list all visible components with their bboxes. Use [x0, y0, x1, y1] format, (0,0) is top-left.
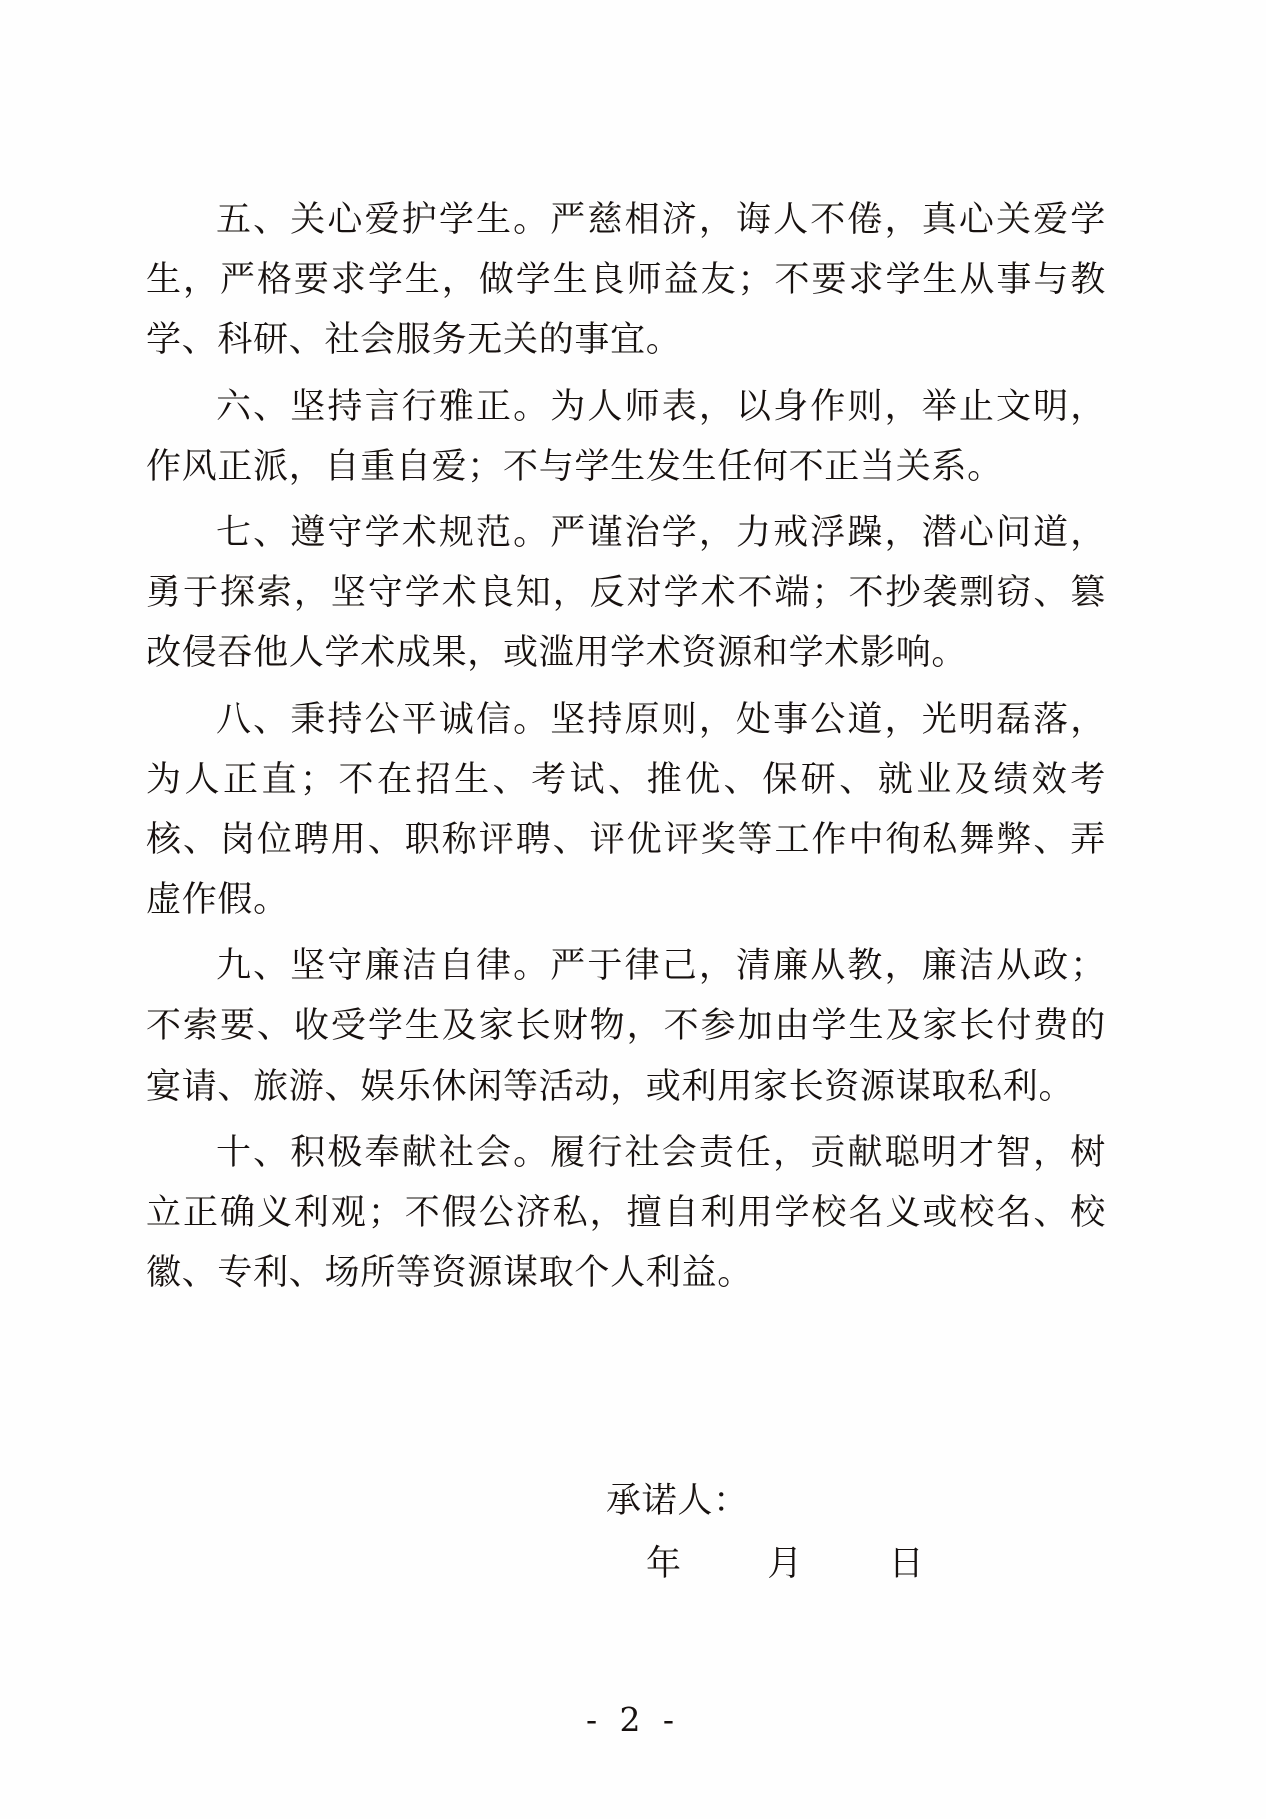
- page-number: - 2 -: [586, 1700, 680, 1739]
- signature-label: 承诺人：: [606, 1481, 749, 1521]
- date-day-label: 日: [888, 1544, 925, 1584]
- paragraph-nine: 九、坚守廉洁自律。严于律己，清廉从教，廉洁从政；不索要、收受学生及家长财物，不参加由学生及家长付费的宴请、旅游、娱乐休闲等活动，或利用家长资源谋取私利。: [146, 946, 1106, 1107]
- date-month-label: 月: [767, 1544, 804, 1584]
- document-body: [146, 190, 1106, 1309]
- paragraph-six: 六、坚持言行雅正。为人师表，以身作则，举止文明，作风正派，自重自爱；不与学生发生任何不正当关系。: [146, 386, 1106, 487]
- date-year-label: 年: [646, 1544, 682, 1584]
- paragraph-seven: 七、遵守学术规范。严谨治学，力戒浮躁，潜心问道，勇于探索，坚守学术良知，反对学术不端；不抄袭剽窃、篡改侵吞他人学术成果，或滥用学术资源和学术影响。: [146, 512, 1106, 674]
- paragraph-ten: 十、积极奉献社会。履行社会责任，贡献聪明才智，树立正确义利观；不假公济私，擅自利用学校名义或校名、校徽、专利、场所等资源谋取个人利益。: [146, 1132, 1106, 1294]
- paragraph-eight: 八、秉持公平诚信。坚持原则，处事公道，光明磊落，为人正直；不在招生、考试、推优、保研、就业及绩效考核、岗位聘用、职称评聘、评优评奖等工作中徇私舞弊、弄虚作假。: [146, 699, 1106, 921]
- paragraph-five: 五、关心爱护学生。严慈相济，诲人不倦，真心关爱学生，严格要求学生，做学生良师益友；不要求学生从事与教学、科研、社会服务无关的事宜。: [146, 200, 1106, 361]
- signature-block: [146, 1470, 1106, 1596]
- date-line: [146, 1533, 1106, 1596]
